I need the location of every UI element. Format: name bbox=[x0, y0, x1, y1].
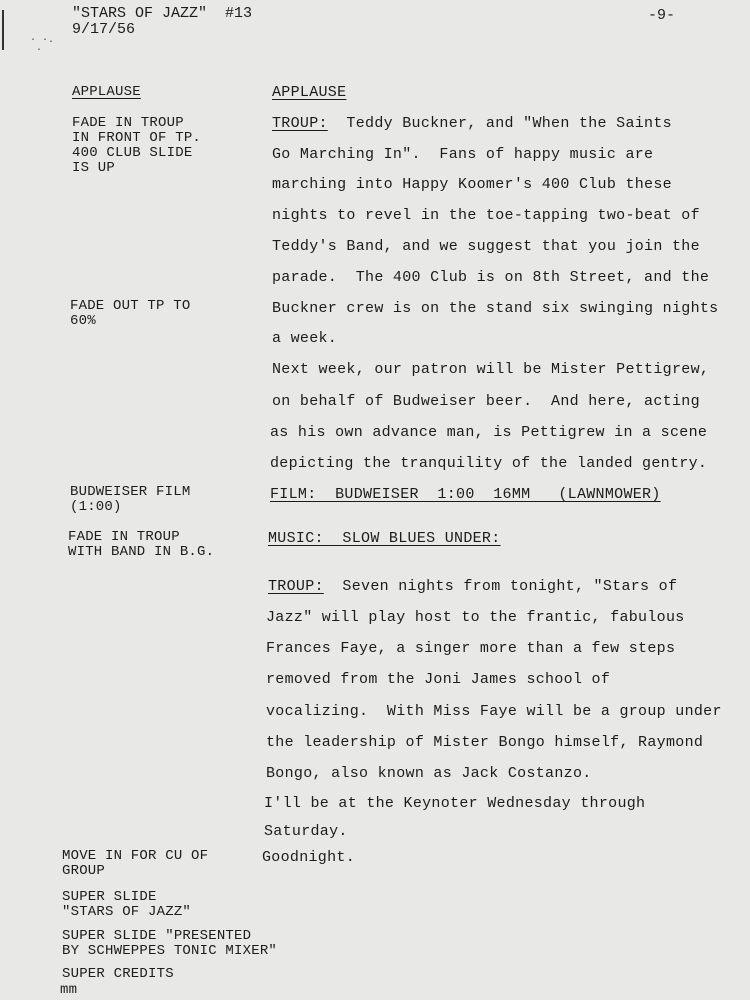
cue-fade-out: FADE OUT TP TO 60% bbox=[70, 298, 191, 329]
script-line: nights to revel in the toe-tapping two-beat of bbox=[272, 207, 700, 224]
script-line: Saturday. bbox=[264, 823, 348, 840]
script-line: I'll be at the Keynoter Wednesday through bbox=[264, 795, 646, 812]
script-line bbox=[268, 578, 677, 596]
troup-label: TROUP: bbox=[272, 115, 328, 132]
script-line: Next week, our patron will be Mister Pettigrew, bbox=[272, 361, 710, 378]
script-line: depicting the tranquility of the landed gentry. bbox=[270, 455, 708, 472]
script-line: marching into Happy Koomer's 400 Club these bbox=[272, 176, 672, 193]
show-title: "STARS OF JAZZ" #13 bbox=[72, 5, 253, 22]
cue-super-slide-title: SUPER SLIDE "STARS OF JAZZ" bbox=[62, 889, 192, 920]
cue-applause: APPLAUSE bbox=[72, 84, 141, 100]
script-line: removed from the Joni James school of bbox=[266, 671, 611, 688]
page-number: -9- bbox=[648, 7, 676, 24]
cue-fade-in-band: FADE IN TROUP WITH BAND IN B.G. bbox=[68, 529, 215, 560]
script-line: Goodnight. bbox=[262, 849, 356, 866]
script-text: Teddy Buckner, and "When the Saints bbox=[327, 115, 672, 132]
margin-mark bbox=[2, 10, 4, 50]
script-line: Bongo, also known as Jack Costanzo. bbox=[266, 765, 592, 782]
troup-label: TROUP: bbox=[268, 578, 324, 595]
script-text: Seven nights from tonight, "Stars of bbox=[323, 578, 678, 595]
script-line: as his own advance man, is Pettigrew in a scene bbox=[270, 424, 708, 441]
cue-super-slide-sponsor: SUPER SLIDE "PRESENTED BY SCHWEPPES TONIC MIXER" bbox=[62, 928, 278, 959]
script-line: Buckner crew is on the stand six swinging nights bbox=[272, 300, 719, 317]
cue-super-credits: SUPER CREDITS bbox=[62, 966, 174, 982]
cue-budweiser-film: BUDWEISER FILM (1:00) bbox=[70, 484, 191, 515]
script-line: vocalizing. With Miss Faye will be a group under bbox=[266, 703, 722, 720]
script-line: a week. bbox=[272, 330, 338, 347]
show-date: 9/17/56 bbox=[72, 21, 136, 38]
film-cue: FILM: BUDWEISER 1:00 16MM (LAWNMOWER) bbox=[270, 486, 661, 503]
script-line: on behalf of Budweiser beer. And here, acting bbox=[272, 393, 700, 410]
scan-specks: · ·. · bbox=[30, 35, 55, 56]
script-line: Teddy's Band, and we suggest that you join the bbox=[272, 238, 700, 255]
script-line: parade. The 400 Club is on 8th Street, and the bbox=[272, 269, 710, 286]
script-line: Jazz" will play host to the frantic, fabulous bbox=[266, 609, 685, 626]
script-line: Go Marching In". Fans of happy music are bbox=[272, 146, 654, 163]
script-line bbox=[272, 115, 672, 133]
audio-applause: APPLAUSE bbox=[272, 84, 347, 101]
typist-initials: mm bbox=[60, 982, 78, 998]
script-line: Frances Faye, a singer more than a few steps bbox=[266, 640, 676, 657]
music-cue: MUSIC: SLOW BLUES UNDER: bbox=[268, 530, 501, 547]
cue-move-in-cu: MOVE IN FOR CU OF GROUP bbox=[62, 848, 209, 879]
script-line: the leadership of Mister Bongo himself, Raymond bbox=[266, 734, 704, 751]
cue-fade-in-troup: FADE IN TROUP IN FRONT OF TP. 400 CLUB SLIDE IS UP bbox=[72, 115, 202, 176]
